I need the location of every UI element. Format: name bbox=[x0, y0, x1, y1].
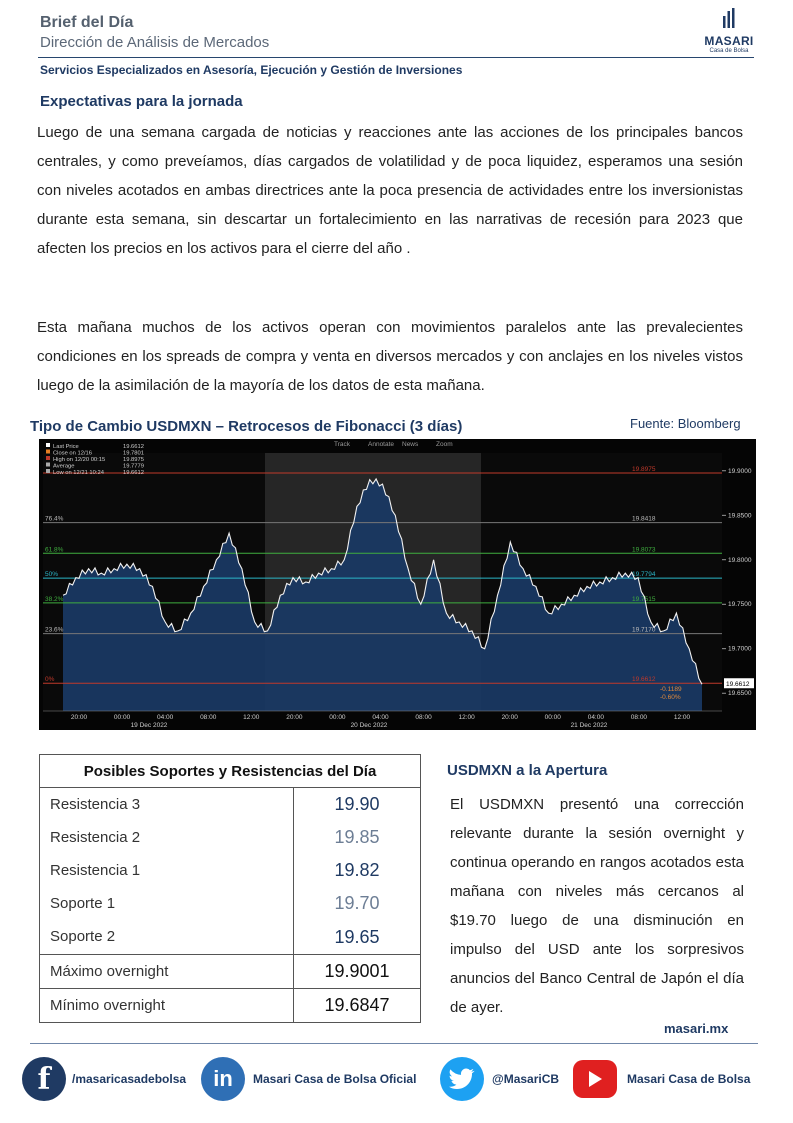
level-label: Resistencia 3 bbox=[40, 788, 294, 822]
legend-label: Last Price bbox=[53, 444, 79, 450]
level-value: 19.70 bbox=[294, 887, 421, 920]
x-date-label: 21 Dec 2022 bbox=[570, 722, 608, 729]
legend-swatch bbox=[46, 456, 50, 460]
table-row bbox=[40, 854, 421, 887]
footer-divider bbox=[30, 1043, 758, 1044]
y-tick-label: 19.8500 bbox=[728, 512, 752, 520]
fib-percent-label: 61.8% bbox=[45, 546, 64, 554]
facebook-link[interactable] bbox=[22, 1057, 186, 1101]
x-tick-label: 00:00 bbox=[544, 714, 561, 721]
twitter-link[interactable] bbox=[440, 1057, 559, 1101]
x-tick-label: 12:00 bbox=[458, 714, 475, 721]
twitter-icon bbox=[440, 1057, 484, 1101]
page-subtitle: Dirección de Análisis de Mercados bbox=[40, 34, 270, 51]
x-tick-label: 00:00 bbox=[329, 714, 346, 721]
legend-label: Close on 12/16 bbox=[53, 450, 92, 457]
y-tick-label: 19.8000 bbox=[728, 556, 752, 564]
overnight-label: Mínimo overnight bbox=[40, 989, 294, 1023]
last-price-label: 19.6612 bbox=[726, 681, 750, 689]
fib-value-label: 19.8418 bbox=[632, 515, 656, 523]
x-tick-label: 04:00 bbox=[587, 714, 604, 721]
overnight-label: Máximo overnight bbox=[40, 955, 294, 989]
level-label: Resistencia 2 bbox=[40, 821, 294, 854]
expectations-title: Expectativas para la jornada bbox=[40, 93, 243, 110]
table-row bbox=[40, 821, 421, 854]
header-divider bbox=[38, 57, 754, 58]
legend-value: 19.7779 bbox=[123, 463, 144, 470]
usdmxn-chart bbox=[39, 439, 756, 730]
fib-value-label: 19.8073 bbox=[632, 546, 656, 554]
legend-label: Average bbox=[53, 463, 75, 470]
levels-table bbox=[39, 754, 421, 1023]
legend-swatch bbox=[46, 450, 50, 454]
fib-percent-label: 0% bbox=[45, 676, 55, 684]
fib-percent-label: 23.6% bbox=[45, 626, 64, 634]
overnight-value: 19.9001 bbox=[294, 955, 421, 989]
logo-tagline: Casa de Bolsa bbox=[709, 48, 749, 54]
x-tick-label: 00:00 bbox=[113, 714, 131, 721]
legend-label: High on 12/20 00:15 bbox=[53, 457, 106, 463]
y-tick-label: 19.7500 bbox=[728, 601, 752, 609]
linkedin-handle: Masari Casa de Bolsa Oficial bbox=[253, 1072, 417, 1086]
level-value: 19.65 bbox=[294, 920, 421, 955]
chart-source: Fuente: Bloomberg bbox=[630, 416, 741, 431]
level-label: Soporte 2 bbox=[40, 920, 294, 955]
legend-value: 19.6612 bbox=[123, 444, 144, 450]
level-label: Resistencia 1 bbox=[40, 854, 294, 887]
x-tick-label: 12:00 bbox=[243, 714, 260, 721]
chart-toolbar-item: Track bbox=[334, 441, 351, 448]
legend-value: 19.8975 bbox=[123, 457, 144, 463]
level-value: 19.85 bbox=[294, 821, 421, 854]
fib-percent-label: 38.2% bbox=[45, 595, 64, 603]
change-label: -0.1189 bbox=[660, 686, 682, 694]
fib-value-label: 19.7794 bbox=[632, 571, 656, 579]
fib-value-label: 19.7515 bbox=[632, 595, 656, 603]
fib-percent-label: 76.4% bbox=[45, 515, 64, 523]
expectations-paragraph-1: Luego de una semana cargada de noticias y reacciones ante las acciones de los principales bancos centrales, y como preveíamos, días cargados de volatilidad y de poca liquidez, esperamos una sesión con niveles acotados en ambas directrices ante la poca presencia de actividades entre los inversionistas durante esta semana, sin descartar un fortalecimiento en las narrativas de recesión para 2023 que afecten los precios en los activos para el cierre del año . bbox=[37, 124, 743, 257]
table-row bbox=[40, 887, 421, 920]
level-label: Soporte 1 bbox=[40, 887, 294, 920]
logo-name: MASARI bbox=[704, 34, 754, 48]
page-title: Brief del Día bbox=[40, 14, 134, 31]
level-value: 19.90 bbox=[294, 788, 421, 822]
x-date-label: 19 Dec 2022 bbox=[130, 722, 168, 729]
x-tick-label: 20:00 bbox=[286, 714, 303, 721]
chart-canvas bbox=[39, 439, 756, 730]
youtube-link[interactable] bbox=[573, 1060, 750, 1098]
x-tick-label: 04:00 bbox=[157, 714, 174, 721]
y-tick-label: 19.7000 bbox=[728, 645, 752, 653]
chart-toolbar-item: Zoom bbox=[436, 441, 453, 448]
expectations-paragraph-2: Esta mañana muchos de los activos operan con movimientos paralelos ante las prevalecientes condiciones en los spreads de compra y venta en diversos mercados y con anclajes en los niveles vistos luego de la asimilación de la mayoría de los datos de esta mañana. bbox=[37, 319, 743, 394]
table-row bbox=[40, 955, 421, 989]
linkedin-icon: in bbox=[201, 1057, 245, 1101]
table-row bbox=[40, 920, 421, 955]
x-tick-label: 20:00 bbox=[70, 714, 88, 721]
y-tick-label: 19.9000 bbox=[728, 467, 752, 475]
logo-bars-icon bbox=[719, 8, 739, 28]
x-tick-label: 08:00 bbox=[415, 714, 432, 721]
chart-title: Tipo de Cambio USDMXN – Retrocesos de Fibonacci (3 días) bbox=[30, 418, 463, 435]
y-tick-label: 19.6500 bbox=[728, 690, 752, 698]
x-tick-label: 08:00 bbox=[630, 714, 648, 721]
legend-swatch bbox=[46, 443, 50, 447]
levels-table-header: Posibles Soportes y Resistencias del Día bbox=[40, 755, 421, 788]
legend-value: 19.6612 bbox=[123, 470, 144, 476]
facebook-icon: f bbox=[22, 1057, 66, 1101]
services-tagline: Servicios Especializados en Asesoría, Ejecución y Gestión de Inversiones bbox=[40, 63, 463, 77]
x-tick-label: 04:00 bbox=[372, 714, 389, 721]
fib-value-label: 19.8975 bbox=[632, 466, 656, 474]
legend-swatch bbox=[46, 463, 50, 467]
x-tick-label: 12:00 bbox=[673, 714, 691, 721]
fib-percent-label: 50% bbox=[45, 571, 59, 579]
x-tick-label: 08:00 bbox=[200, 714, 217, 721]
legend-label: Low on 12/21 10:24 bbox=[53, 470, 104, 476]
youtube-handle: Masari Casa de Bolsa bbox=[627, 1072, 751, 1086]
chart-toolbar-item: Annotate bbox=[368, 441, 395, 448]
twitter-handle: @MasariCB bbox=[492, 1072, 560, 1086]
legend-value: 19.7801 bbox=[123, 450, 144, 457]
website-link[interactable]: masari.mx bbox=[664, 1021, 729, 1036]
chart-toolbar-item: News bbox=[402, 441, 419, 448]
table-row bbox=[40, 989, 421, 1023]
table-row bbox=[40, 788, 421, 822]
opening-text: El USDMXN presentó una corrección relevante durante la sesión overnight y continua operando en rangos acotados esta mañana con niveles más cercanos al $19.70 luego de una disminución en impulso del USD ante los sorpresivos anuncios del Banco Central de Japón el día de ayer. bbox=[450, 796, 744, 1016]
legend-swatch bbox=[46, 469, 50, 473]
youtube-icon bbox=[573, 1060, 617, 1098]
masari-logo bbox=[700, 8, 758, 54]
x-date-label: 20 Dec 2022 bbox=[350, 722, 388, 729]
change-pct-label: -0.60% bbox=[660, 694, 681, 702]
fib-value-label: 19.6612 bbox=[632, 676, 656, 684]
fib-value-label: 19.7170 bbox=[632, 626, 656, 634]
facebook-handle: /masaricasadebolsa bbox=[72, 1072, 187, 1086]
overnight-value: 19.6847 bbox=[294, 989, 421, 1023]
level-value: 19.82 bbox=[294, 854, 421, 887]
x-tick-label: 20:00 bbox=[501, 714, 518, 721]
linkedin-link[interactable] bbox=[201, 1057, 416, 1101]
opening-title: USDMXN a la Apertura bbox=[447, 762, 608, 779]
